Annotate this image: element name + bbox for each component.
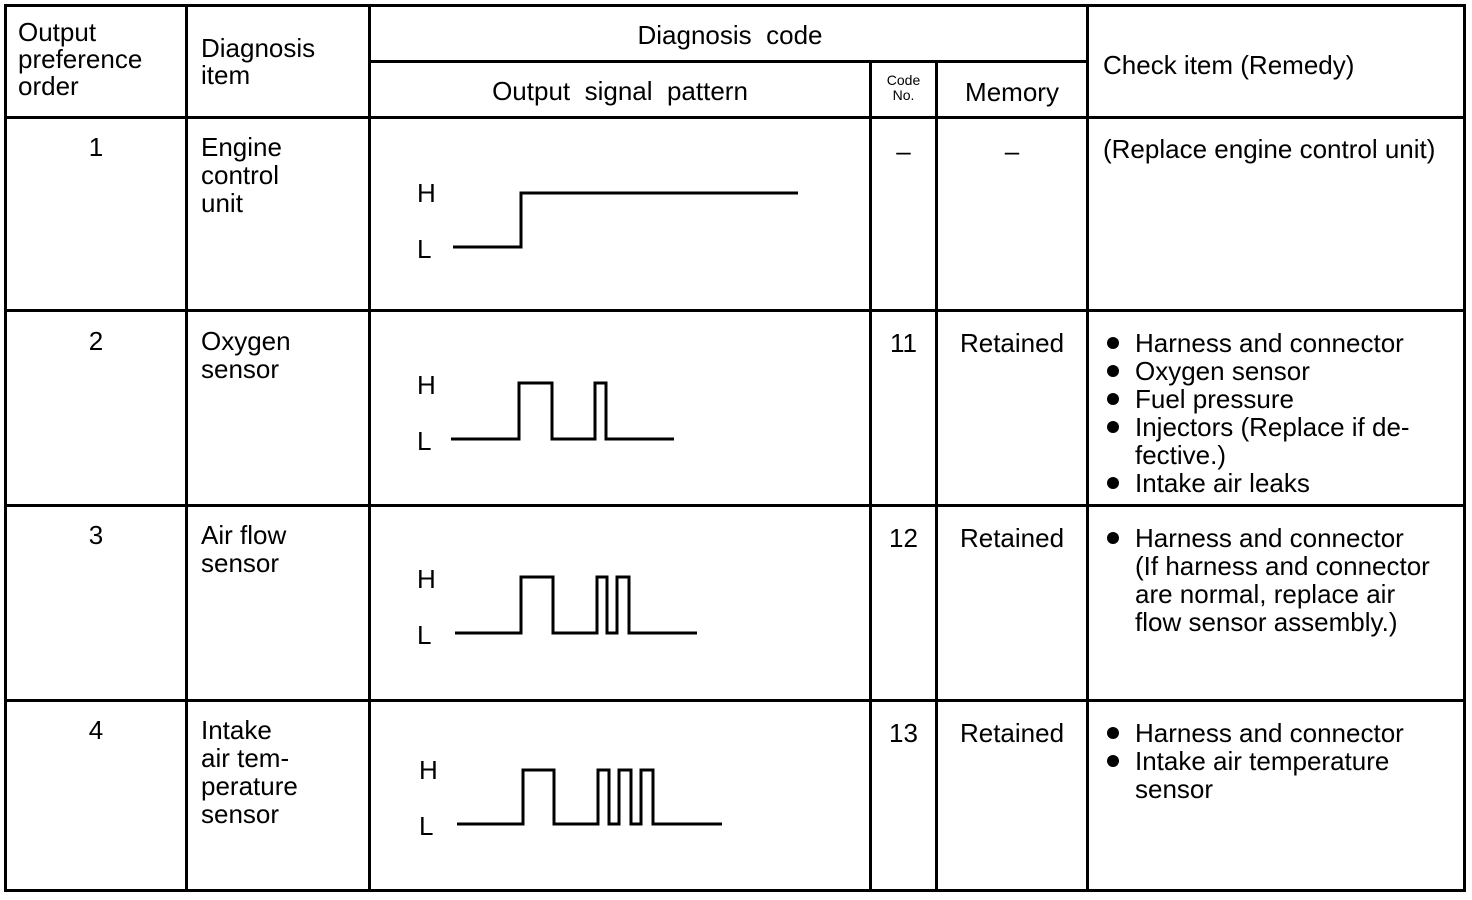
divider — [7, 699, 1463, 702]
header-diagnosis-item: Diagnosis item — [201, 33, 316, 90]
row-order: 1 — [88, 132, 104, 162]
bullet-icon — [1107, 727, 1119, 739]
check-item: Harness and connector — [1101, 719, 1404, 747]
row-memory: – — [1004, 136, 1020, 166]
signal-low-label: L — [417, 426, 432, 456]
row-memory: Retained — [959, 523, 1065, 553]
header-check-item: Check item (Remedy) — [1103, 50, 1355, 80]
bullet-icon — [1107, 477, 1119, 489]
divider — [371, 60, 1089, 63]
divider — [185, 7, 188, 889]
divider — [7, 309, 1463, 312]
signal-low-label: L — [417, 234, 432, 264]
signal-high-label: H — [417, 564, 436, 594]
check-item: Harness and connector — [1101, 329, 1410, 357]
signal-pattern-code-12 — [407, 556, 827, 676]
divider — [7, 504, 1463, 507]
bullet-icon — [1107, 532, 1119, 544]
header-code-no: Code No. — [886, 72, 921, 103]
signal-pattern-step — [407, 172, 827, 292]
check-item: Injectors (Replace if de- fective.) — [1101, 413, 1410, 469]
row-order: 4 — [88, 715, 104, 745]
signal-high-label: H — [417, 178, 436, 208]
row-code-no: 13 — [889, 718, 918, 748]
divider — [1086, 7, 1089, 889]
row-diagnosis-item: Oxygen sensor — [201, 326, 291, 384]
check-item-list — [1101, 329, 1410, 497]
check-item-list — [1101, 524, 1430, 636]
bullet-icon — [1107, 337, 1119, 349]
row-order: 3 — [88, 520, 104, 550]
signal-waveform — [451, 383, 674, 439]
divider — [935, 62, 938, 889]
signal-pattern-code-13 — [407, 749, 827, 869]
bullet-icon — [1107, 755, 1119, 767]
row-code-no: 12 — [889, 523, 918, 553]
row-code-no: 11 — [890, 328, 917, 358]
row-diagnosis-item: Air flow sensor — [201, 520, 287, 578]
diagnosis-code-table — [4, 4, 1466, 892]
check-item: Intake air temperature sensor — [1101, 747, 1404, 803]
row-memory: Retained — [959, 328, 1065, 358]
row-diagnosis-item: Engine control unit — [201, 132, 282, 218]
check-item: Intake air leaks — [1101, 469, 1410, 497]
bullet-icon — [1107, 393, 1119, 405]
check-item-list — [1101, 719, 1404, 803]
header-output-signal-pattern: Output signal pattern — [492, 76, 748, 106]
header-memory: Memory — [965, 77, 1059, 107]
signal-pattern-code-11 — [407, 362, 827, 482]
divider — [368, 7, 371, 889]
signal-waveform — [453, 193, 798, 247]
signal-waveform — [455, 577, 697, 633]
row-order: 2 — [88, 326, 104, 356]
bullet-icon — [1107, 421, 1119, 433]
signal-high-label: H — [417, 370, 436, 400]
signal-high-label: H — [419, 755, 438, 785]
header-diagnosis-code: Diagnosis code — [637, 20, 823, 50]
header-order: Output preference order — [18, 17, 143, 101]
divider — [869, 62, 872, 889]
divider — [7, 116, 1463, 119]
row-check-item: (Replace engine control unit) — [1103, 134, 1436, 164]
signal-waveform — [457, 770, 722, 824]
check-item: Fuel pressure — [1101, 385, 1410, 413]
row-code-no: – — [896, 136, 911, 166]
signal-low-label: L — [419, 811, 434, 841]
row-memory: Retained — [959, 718, 1065, 748]
check-item: Oxygen sensor — [1101, 357, 1410, 385]
check-item: Harness and connector (If harness and connector are normal, replace air flow sensor assembly.) — [1101, 524, 1430, 636]
signal-low-label: L — [417, 620, 432, 650]
bullet-icon — [1107, 365, 1119, 377]
row-diagnosis-item: Intake air tem- perature sensor — [201, 715, 298, 829]
